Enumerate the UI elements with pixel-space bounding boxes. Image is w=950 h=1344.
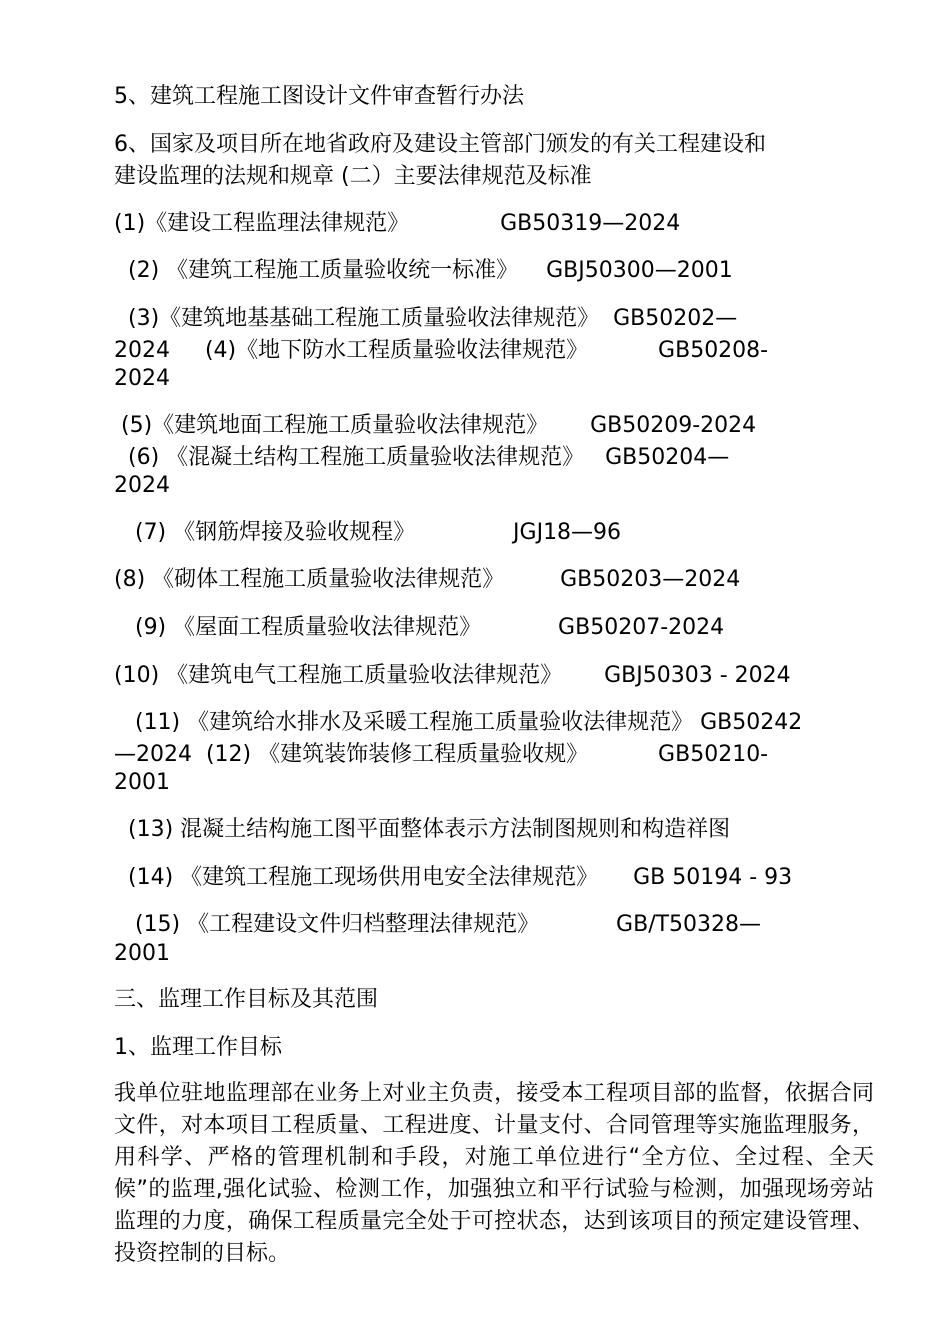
text-line: 2024 xyxy=(114,473,170,498)
text-line: (7) 《钢筋焊接及验收规程》 JGJ18—96 xyxy=(114,520,622,545)
text-line: 建设监理的法规和规章 (二）主要法律规范及标准 xyxy=(114,164,592,189)
text-line: (15) 《工程建设文件归档整理法律规范》 GB/T50328— xyxy=(114,912,762,937)
text-line: (9) 《屋面工程质量验收法律规范》 GB50207-2024 xyxy=(114,615,725,640)
text-line: 2001 xyxy=(114,770,170,795)
text-line: (14) 《建筑工程施工现场供用电安全法律规范》 GB 50194 - 93 xyxy=(114,865,793,890)
text-line: (10) 《建筑电气工程施工质量验收法律规范》 GBJ50303 - 2024 xyxy=(114,663,791,688)
text-line: 5、建筑工程施工图设计文件审查暂行办法 xyxy=(114,84,524,109)
section-heading: 三、监理工作目标及其范围 xyxy=(114,987,379,1012)
text-line: 2024 (4)《地下防水工程质量验收法律规范》 GB50208- xyxy=(114,338,769,363)
text-line: (11) 《建筑给水排水及采暖工程施工质量验收法律规范》 GB50242 xyxy=(114,710,803,735)
text-line: —2024 (12) 《建筑装饰装修工程质量验收规》 GB50210- xyxy=(114,742,769,767)
text-line: (8) 《砌体工程施工质量验收法律规范》 GB50203—2024 xyxy=(114,567,741,592)
text-line: 6、国家及项目所在地省政府及建设主管部门颁发的有关工程建设和 xyxy=(114,132,766,157)
text-line: (1)《建设工程监理法律规范》 GB50319—2024 xyxy=(114,211,681,236)
text-line: 2001 xyxy=(114,941,170,966)
text-line: (3)《建筑地基基础工程施工质量验收法律规范》 GB50202— xyxy=(114,306,738,331)
text-line: 2024 xyxy=(114,366,170,391)
body-paragraph: 我单位驻地监理部在业务上对业主负责，接受本工程项目部的监督，依据合同文件，对本项目工程质量、工程进度、计量支付、合同管理等实施监理服务，用科学、严格的管理机制和手段，对施工单位进行“全方位、全过程、全天候”的监理,强化试验、检测工作，加强独立和平行试验与检测，加强现场旁站监理的力度，确保工程质量完全处于可控状态，达到该项目的预定建设管理、投资控制的目标。 xyxy=(114,1081,874,1266)
subsection-heading: 1、监理工作目标 xyxy=(114,1035,282,1060)
text-line: (6) 《混凝土结构工程施工质量验收法律规范》 GB50204— xyxy=(114,445,730,470)
text-line: (2) 《建筑工程施工质量验收统一标准》 GBJ50300—2001 xyxy=(114,258,733,283)
text-line: (13) 混凝土结构施工图平面整体表示方法制图规则和构造祥图 xyxy=(114,817,731,842)
text-line: (5)《建筑地面工程施工质量验收法律规范》 GB50209-2024 xyxy=(114,413,757,438)
